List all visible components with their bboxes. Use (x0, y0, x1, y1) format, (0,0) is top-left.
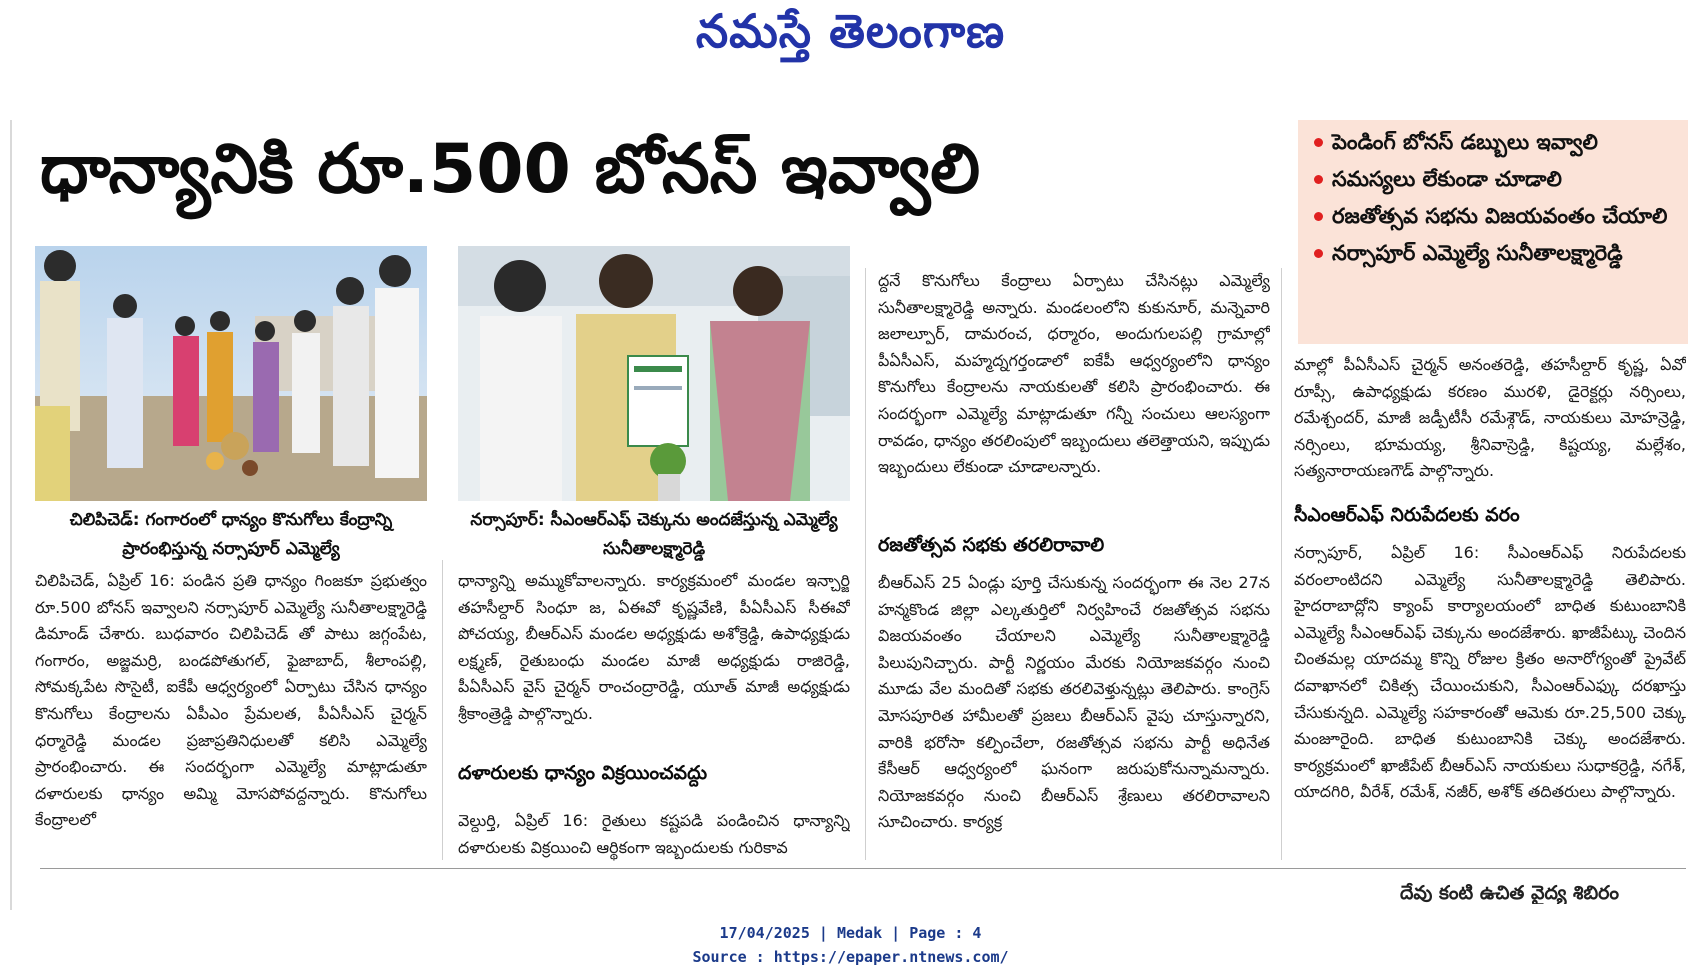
highlights-box (1298, 120, 1688, 344)
column-rule (442, 560, 443, 860)
column-rule (1281, 268, 1282, 860)
left-margin-rule (10, 120, 12, 910)
subhead-cmrf-boon: సీఎంఆర్ఎఫ్ నిరుపేదలకు వరం (1294, 504, 1520, 526)
column-rule (865, 268, 866, 860)
bullet-icon (1314, 249, 1323, 258)
article-column-4b: నర్సాపూర్, ఏప్రిల్ 16: సీఎంఆర్ఎఫ్ నిరుపేదలకు వరంలాంటిదని ఎమ్మెల్యే సునీతాలక్ష్మారెడ్డి తెలిపారు. హైదరాబాద్లోని క్యాంప్ కార్యాలయంలో బాధిత కుటుంబానికి ఎమ్మెల్యే సీఎంఆర్ఎఫ్ చెక్కును అందజేశారు. ఖాజీపేట్కు చెందిన చింతమల్ల యాదమ్మ కొన్ని రోజుల క్రితం అనారోగ్యంతో ప్రైవేట్ దవాఖానలో చికిత్స చేయించుకుని, సీఎంఆర్ఎఫ్కు దరఖాస్తు చేసుకున్నది. ఎమ్మెల్యే సహకారంతో ఆమెకు రూ.25,500 చెక్కు మంజూరైంది. బాధిత కుటుంబానికి చెక్కు అందజేశారు. కార్యక్రమంలో ఖాజీపేట్ బీఆర్ఎస్ నాయకులు సుధాకర్రెడ్డి, నగేశ్, యాదగిరి, వీరేశ్, రమేశ్, నజీర్, అశోక్ తదితరులు పాల్గొన్నారు. (1294, 543, 1686, 802)
highlight-item: పెండింగ్ బోనస్ డబ్బులు ఇవ్వాలి (1314, 128, 1688, 157)
next-story-headline: దేవు కంటి ఉచిత వైద్య శిబిరం (1400, 882, 1620, 904)
photo-cheque-handover (458, 246, 850, 501)
bullet-icon (1314, 212, 1323, 221)
highlight-item: నర్సాపూర్ ఎమ్మెల్యే సునీతాలక్ష్మారెడ్డి (1314, 239, 1688, 268)
footer-dateline: 17/04/2025 | Medak | Page : 4 (719, 924, 982, 942)
bullet-icon (1314, 138, 1323, 147)
bottom-rule (40, 868, 1686, 869)
article-column-2b: వెల్దుర్తి, ఏప్రిల్ 16: రైతులు కష్టపడి పండించిన ధాన్యాన్ని దళారులకు విక్రయించి ఆర్థికంగా ఇబ్బందులకు గురికావ (458, 811, 850, 857)
photo-caption-2: నర్సాపూర్: సీఎంఆర్ఎఫ్ చెక్కును అందజేస్తున్న ఎమ్మెల్యే సునీతాలక్ష్మారెడ్డి (470, 510, 838, 559)
subhead-silver-jubilee: రజతోత్సవ సభకు తరలిరావాలి (878, 534, 1105, 556)
article-column-2: ధాన్యాన్ని అమ్ముకోవాలన్నారు. కార్యక్రమంలో మండల ఇన్చార్జి తహసీల్దార్ సింధూ జ, ఏఈవో కృష్ణవేణి, పీఏసీఎస్ సీఈవో పోచయ్య, బీఆర్ఎస్ మండల అధ్యక్షుడు అశోక్రెడ్డి, ఉపాధ్యక్షుడు లక్ష్మణ్, రైతుబంధు మండల మాజీ అధ్యక్షుడు రాజిరెడ్డి, పీఏసీఎస్ వైస్ చైర్మన్ రాంచంద్రారెడ్డి, యూత్ మాజీ అధ్యక్షుడు శ్రీకాంత్రెడ్డి పాల్గొన్నారు. (458, 571, 850, 723)
article-column-4: మాల్లో పీఏసీఎస్ చైర్మన్ అనంతరెడ్డి, తహసీల్దార్ కృష్ణ, ఏవో రూప్సీ, ఉపాధ్యక్షుడు కరణం మురళి, డైరెక్టర్లు నర్సింలు, రమేశ్చందర్, మాజీ జడ్పీటీసీ రమేశ్గౌడ్, నాయకులు మోహన్రెడ్డి, నర్సింలు, భూమయ్య, శ్రీనివాస్రెడ్డి, కిష్టయ్య, మల్లేశం, సత్యనారాయణగౌడ్ పాల్గొన్నారు. (1294, 355, 1686, 481)
footer-source: Source : https://epaper.ntnews.com/ (692, 948, 1009, 966)
bullet-icon (1314, 175, 1323, 184)
article-column-3: ద్దనే కొనుగోలు కేంద్రాలు ఏర్పాటు చేసినట్లు ఎమ్మెల్యే సునీతాలక్ష్మారెడ్డి అన్నారు. మండలంలోని కుకునూర్, మన్నెవారి జలాల్పూర్, దామరంచ, ధర్మారం, అందుగులపల్లి గ్రామాల్లో పీఏసీఎస్, మహ్మద్నగర్తండాలో ఐకేపీ ఆధ్వర్యంలోని ధాన్యం కొనుగోలు కేంద్రాలను నాయకులతో కలిసి ప్రారంభించారు. ఈ సందర్భంగా ఎమ్మెల్యే మాట్లాడుతూ గన్నీ సంచులు ఆలస్యంగా రావడం, ధాన్యం తరలింపులో ఇబ్బందులు తలెత్తాయని, ఇప్పుడు ఇబ్బందులు లేకుండా చూడాలన్నారు. (878, 271, 1270, 477)
masthead-logo: నమస్తే తెలంగాణ (695, 4, 1006, 58)
subhead-dont-sell-to-brokers: దళారులకు ధాన్యం విక్రయించవద్దు (458, 762, 708, 784)
article-column-1: చిలిపిచెడ్, ఏప్రిల్ 16: పండిన ప్రతి ధాన్యం గింజకూ ప్రభుత్వం రూ.500 బోనస్ ఇవ్వాలని నర్సాపూర్ ఎమ్మెల్యే సునీతాలక్ష్మారెడ్డి డిమాండ్ చేశారు. బుధవారం చిలిపిచెడ్ తో పాటు జగ్గంపేట, గంగారం, అజ్జమర్రి, బండపోతుగల్, ఫైజాబాద్, శీలాంపల్లి, సోమక్కపేట సొసైటీ, ఐకేపీ ఆధ్వర్యంలో ఏర్పాటు చేసిన ధాన్యం కొనుగోలు కేంద్రాలను ఏపీఎం ప్రేమలత, పీఏసీఎస్ చైర్మన్ ధర్మారెడ్డి మండల ప్రజాప్రతినిధులతో కలిసి ఎమ్మెల్యే ప్రారంభించారు. ఈ సందర్భంగా ఎమ్మెల్యే మాట్లాడుతూ దళారులకు ధాన్యం అమ్మి మోసపోవద్దన్నారు. కొనుగోలు కేంద్రాలలో (35, 571, 427, 830)
photo-procurement-centre (35, 246, 427, 501)
headline: ధాన్యానికి రూ.500 బోనస్ ఇవ్వాలి (40, 130, 981, 209)
photo-caption-1: చిలిపిచెడ్: గంగారంలో ధాన్యం కొనుగోలు కేంద్రాన్ని ప్రారంభిస్తున్న నర్సాపూర్ ఎమ్మెల్యే (69, 510, 393, 559)
highlight-item: రజతోత్సవ సభను విజయవంతం చేయాలి (1314, 202, 1688, 231)
article-column-3b: బీఆర్ఎస్ 25 ఏండ్లు పూర్తి చేసుకున్న సందర్భంగా ఈ నెల 27న హన్మకొండ జిల్లా ఎల్కతుర్తిలో నిర్వహించే రజతోత్సవ సభను విజయవంతం చేయాలని ఎమ్మెల్యే సునీతాలక్ష్మారెడ్డి పిలుపునిచ్చారు. పార్టీ నిర్ణయం మేరకు నియోజకవర్గం నుంచి మూడు వేల మందితో సభకు తరలివెళ్తున్నట్లు తెలిపారు. కాంగ్రెస్ మోసపూరిత హామీలతో ప్రజలు బీఆర్ఎస్ వైపు చూస్తున్నారని, వారికి భరోసా కల్పించేలా, రజతోత్సవ సభను పార్టీ అధినేత కేసీఆర్ ఆధ్వర్యంలో ఘనంగా జరుపుకోనున్నామన్నారు. నియోజకవర్గం నుంచి బీఆర్ఎస్ శ్రేణులు తరలిరావాలని సూచించారు. కార్యక్ర (878, 573, 1270, 832)
highlight-item: సమస్యలు లేకుండా చూడాలి (1314, 165, 1688, 194)
